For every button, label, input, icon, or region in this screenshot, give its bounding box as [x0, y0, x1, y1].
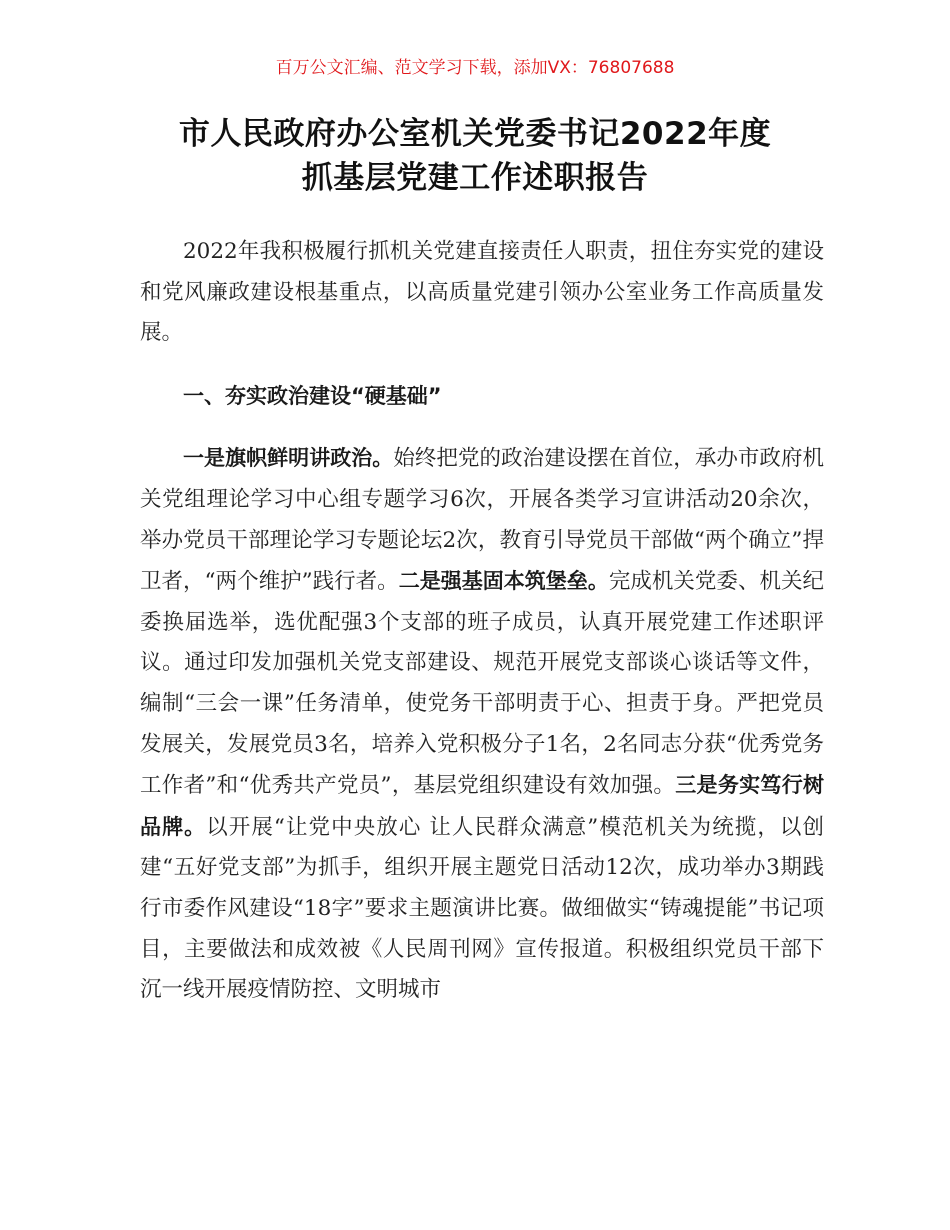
document-body — [140, 232, 824, 1011]
point-text: 始终把党的政治建设摆在首位，承办市政府机关党组理论学习中心组专题学习6次，开展各类学习宣讲活动20余次，举办党员干部理论学习专题论坛2次，教育引导党员干部做“两个确立”捍卫者，“两个维护”践行者。 — [140, 446, 824, 595]
point-title: 二是强基固本筑堡垒。 — [398, 569, 609, 594]
point-title: 三是务实笃行树品牌。 — [140, 773, 825, 839]
section-heading: 一、夯实政治建设“硬基础” — [183, 383, 442, 408]
section-paragraph — [140, 438, 824, 1010]
watermark-banner: 百万公文汇编、范文学习下载，添加VX：76807688 — [275, 58, 675, 78]
document-title — [0, 112, 950, 200]
title-line-2: 抓基层党建工作述职报告 — [301, 160, 649, 196]
intro-paragraph: 2022年我积极履行抓机关党建直接责任人职责，扭住夯实党的建设和党风廉政建设根基重点，以高质量党建引领办公室业务工作高质量发展。 — [140, 239, 824, 346]
point-title: 一是旗帜鲜明讲政治。 — [183, 446, 394, 471]
point-text: 以开展“让党中央放心 让人民群众满意”模范机关为统揽，以创建“五好党支部”为抓手，组织开展主题党日活动12次，成功举办3期践行市委作风建设“18字”要求主题演讲比赛。做细做实“铸魂提能”书记项目，主要做法和成效被《人民周刊网》宣传报道。积极组织党员干部下沉一线开展疫情防控、文明城市 — [140, 814, 825, 1003]
title-line-1: 市人民政府办公室机关党委书记2022年度 — [178, 116, 772, 152]
point-text: 完成机关党委、机关纪委换届选举，选优配强3个支部的班子成员，认真开展党建工作述职评议。通过印发加强机关党支部建设、规范开展党支部谈心谈话等文件，编制“三会一课”任务清单，使党务干部明责于心、担责于身。严把党员发展关，发展党员3名，培养入党积极分子1名，2名同志分获“优秀党务工作者”和“优秀共产党员”，基层党组织建设有效加强。 — [140, 569, 824, 799]
